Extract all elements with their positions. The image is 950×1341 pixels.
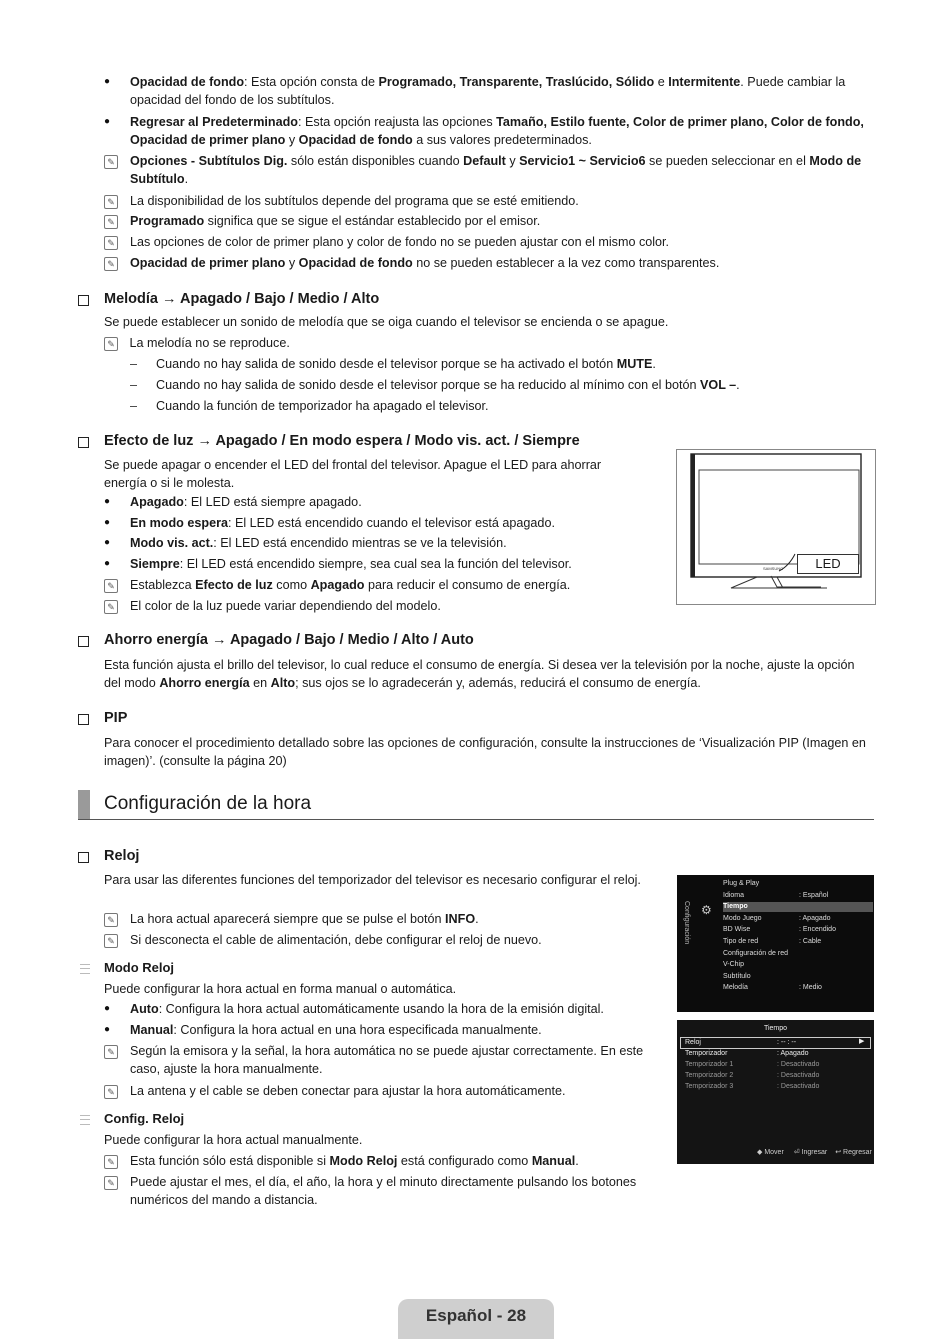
menu-row: [685, 1038, 797, 1048]
note-icon: ✎: [104, 215, 118, 229]
note-item-text: Establezca Efecto de luz como Apagado para reducir el consumo de energía.: [130, 578, 571, 592]
option-item-text: Auto: Configura la hora actual automáticamente usando la hora de la emisión digital.: [130, 1002, 604, 1016]
bullet-icon: ●: [104, 116, 111, 127]
menu-row: [723, 972, 871, 982]
note-item-text: Opciones - Subtítulos Dig. sólo están disponibles cuando Default y Servicio1 ~ Servicio6 se pueden seleccionar en el Modo de Subtítulo.: [130, 154, 862, 186]
menu-row-value: : Apagado: [777, 1050, 809, 1057]
bullet-icon: ●: [104, 558, 111, 569]
note-item-text: Programado significa que se sigue el estándar establecido por el emisor.: [130, 214, 541, 228]
note-item-text: El color de la luz puede variar dependiendo del modelo.: [130, 599, 441, 613]
reloj-description: Para usar las diferentes funciones del temporizador del televisor es necesario configurar el reloj.: [104, 873, 641, 887]
dash-icon: –: [130, 357, 138, 371]
menu-row-label: Temporizador 2: [685, 1072, 734, 1079]
melodia-note: ✎ La melodía no se reproduce.: [104, 334, 290, 352]
menu-row-label: Idioma: [723, 891, 745, 899]
enter-icon: ⏎: [793, 1149, 800, 1156]
menu-row: [685, 1060, 820, 1070]
section-checkbox-icon: [78, 714, 89, 725]
bullet-icon: ●: [104, 537, 111, 548]
menu-row: [723, 925, 871, 935]
ahorro-heading: Ahorro energía → Apagado / Bajo / Medio / Alto / Auto: [104, 632, 474, 648]
menu-row-value: : Desactivado: [777, 1083, 820, 1090]
note-item-text: Si desconecta el cable de alimentación, debe configurar el reloj de nuevo.: [130, 933, 542, 947]
menu-row: [723, 949, 871, 959]
dash-icon: –: [130, 378, 138, 392]
option-item-text: Modo vis. act.: El LED está encendido mientras se ve la televisión.: [130, 536, 507, 550]
time-menu-screenshot: [677, 1020, 874, 1164]
menu-row-label: Temporizador 1: [685, 1061, 734, 1068]
subsection-icon: [80, 1115, 90, 1125]
option-item-text: En modo espera: El LED está encendido cuando el televisor está apagado.: [130, 516, 555, 530]
subsection-icon: [80, 964, 90, 974]
efecto-description: Se puede apagar o encender el LED del frontal del televisor. Apague el LED para ahorrar energía o si le molesta.: [104, 458, 602, 490]
menu-row: [685, 1071, 820, 1081]
melodia-description: Se puede establecer un sonido de melodía que se oiga cuando el televisor se encienda o se apague.: [104, 315, 669, 329]
note-icon: ✎: [104, 600, 118, 614]
condition-item-text: Cuando la función de temporizador ha apagado el televisor.: [156, 399, 489, 413]
menu-row-label: Melodía: [723, 984, 748, 992]
arrow-right-icon: ▶: [859, 1038, 865, 1045]
menu-row-label: Reloj: [685, 1039, 701, 1046]
note-icon: ✎: [104, 1155, 118, 1169]
modo-reloj-heading: Modo Reloj: [104, 960, 175, 975]
menu-row-label: Plug & Play: [723, 880, 760, 887]
dash-icon: –: [130, 399, 138, 413]
bullet-icon: ●: [104, 1024, 111, 1035]
menu-row-value: : Encendido: [799, 926, 836, 934]
pip-heading: PIP: [104, 710, 128, 726]
menu-row-value: : Apagado: [799, 914, 831, 922]
menu-row-value: : Desactivado: [777, 1072, 820, 1079]
config-reloj-description: Puede configurar la hora actual manualmente.: [104, 1133, 363, 1147]
ahorro-description: Esta función ajusta el brillo del televisor, lo cual reduce el consumo de energía. Si desea ver la televisión por la noche, ajuste la opción del modo Ahorro energía en Alto; sus ojos se lo agradecerán y, además, reducirá el consumo de energía.: [104, 658, 855, 690]
bullet-icon: ●: [104, 1003, 111, 1014]
note-icon: ✎: [104, 1176, 118, 1190]
note-icon: ✎: [104, 913, 118, 927]
menu-row-label: Tiempo: [723, 903, 748, 911]
reloj-heading: Reloj: [104, 848, 140, 864]
menu-row-label: Tipo de red: [723, 938, 759, 945]
section-checkbox-icon: [78, 852, 89, 863]
bullet-icon: ●: [104, 517, 111, 528]
menu-row: [723, 960, 871, 970]
efecto-heading: Efecto de luz → Apagado / En modo espera / Modo vis. act. / Siempre: [104, 433, 580, 449]
menu-row-label: Subtítulo: [723, 972, 751, 980]
note-item-text: Según la emisora y la señal, la hora automática no se puede ajustar correctamente. En este caso, ajuste la hora manualmente.: [130, 1044, 644, 1076]
option-item-text: Apagado: El LED está siempre apagado.: [130, 495, 362, 509]
menu-row-value: : Medio: [799, 984, 822, 992]
menu-highlight: [680, 1037, 871, 1049]
page-number: Español - 28: [425, 1306, 527, 1325]
option-item-text: Manual: Configura la hora actual en una hora especificada manualmente.: [130, 1023, 542, 1037]
section-marker: [78, 790, 90, 820]
note-item-text: Esta función sólo está disponible si Modo Reloj está configurado como Manual.: [130, 1154, 579, 1168]
section-checkbox-icon: [78, 636, 89, 647]
modo-reloj-description: Puede configurar la hora actual en forma manual o automática.: [104, 982, 457, 996]
bullet-icon: ●: [104, 76, 111, 87]
note-icon: ✎: [104, 337, 118, 351]
menu-footer: ◆ Mover ⏎ Ingresar ↩ Regresar: [757, 1149, 872, 1156]
menu-row: [723, 983, 871, 993]
pip-description: Para conocer el procedimiento detallado sobre las opciones de configuración, consulte la instrucciones de ‘Visualización PIP (Imagen en imagen)’. (consulte la página 20): [104, 736, 866, 768]
melodia-heading: Melodía → Apagado / Bajo / Medio / Alto: [104, 291, 380, 307]
menu-row: [685, 1049, 809, 1059]
menu-row-label: Temporizador 3: [685, 1083, 734, 1090]
menu-row-label: Configuración de red: [723, 949, 788, 957]
menu-row-label: Temporizador: [685, 1050, 728, 1057]
menu-row-label: BD Wise: [723, 926, 751, 934]
note-icon: ✎: [104, 195, 118, 209]
menu-title: Tiempo: [763, 1025, 788, 1032]
condition-item-text: Cuando no hay salida de sonido desde el televisor porque se ha reducido al mínimo con el botón VOL –.: [156, 378, 740, 392]
section-checkbox-icon: [78, 437, 89, 448]
bullet-item-text: Opacidad de fondo: Esta opción consta de Programado, Transparente, Traslúcido, Sólido e Intermitente. Puede cambiar la opacidad del fondo de los subtítulos.: [130, 75, 846, 107]
section-title: Configuración de la hora: [104, 793, 312, 814]
section-rule: [78, 819, 874, 820]
bullet-item-text: Regresar al Predeterminado: Esta opción reajusta las opciones Tamaño, Estilo fuente, Color de primer plano, Color de fondo, Opacidad de primer plano y Opacidad de fondo a sus valores predeterminados.: [130, 115, 864, 147]
section-checkbox-icon: [78, 295, 89, 306]
menu-row-label: Modo Juego: [723, 914, 762, 922]
note-item-text: La antena y el cable se deben conectar para ajustar la hora automáticamente.: [130, 1084, 566, 1098]
svg-text:SAMSUNG: SAMSUNG: [763, 566, 784, 571]
led-label: LED: [797, 554, 859, 574]
menu-row-value: : -- : --: [777, 1039, 797, 1046]
note-icon: ✎: [104, 236, 118, 250]
led-figure: [676, 449, 876, 605]
menu-row-value: : Desactivado: [777, 1061, 820, 1068]
menu-side-label: Configuración: [683, 901, 690, 945]
menu-row: [723, 914, 871, 924]
note-icon: ✎: [104, 934, 118, 948]
return-icon: ↩: [835, 1149, 842, 1156]
menu-row: [685, 1082, 820, 1092]
condition-item-text: Cuando no hay salida de sonido desde el televisor porque se ha activado el botón MUTE.: [156, 357, 656, 371]
note-item-text: Las opciones de color de primer plano y color de fondo no se pueden ajustar con el mismo color.: [130, 235, 670, 249]
settings-menu-screenshot: [677, 875, 874, 1012]
note-icon: ✎: [104, 257, 118, 271]
menu-row-value: : Cable: [799, 938, 822, 945]
note-icon: ✎: [104, 1085, 118, 1099]
menu-row: [723, 891, 871, 901]
option-item-text: Siempre: El LED está encendido siempre, sea cual sea la función del televisor.: [130, 557, 572, 571]
config-reloj-heading: Config. Reloj: [104, 1111, 185, 1126]
tv-illustration: [677, 450, 875, 604]
note-item-text: Opacidad de primer plano y Opacidad de fondo no se pueden establecer a la vez como transparentes.: [130, 256, 720, 270]
note-item-text: Puede ajustar el mes, el día, el año, la hora y el minuto directamente pulsando los botones numéricos del mando a distancia.: [130, 1175, 637, 1207]
note-icon: ✎: [104, 579, 118, 593]
bullet-icon: ●: [104, 496, 111, 507]
menu-row: [723, 902, 873, 912]
menu-row-value: : Español: [799, 891, 829, 899]
menu-row: [723, 879, 871, 889]
menu-row-label: V-Chip: [723, 961, 745, 969]
note-icon: ✎: [104, 1045, 118, 1059]
menu-row: [723, 937, 871, 947]
note-icon: ✎: [104, 155, 118, 169]
gear-icon: ⚙: [701, 903, 712, 917]
note-item-text: La hora actual aparecerá siempre que se pulse el botón INFO.: [130, 912, 479, 926]
note-item-text: La disponibilidad de los subtítulos depende del programa que se esté emitiendo.: [130, 194, 579, 208]
